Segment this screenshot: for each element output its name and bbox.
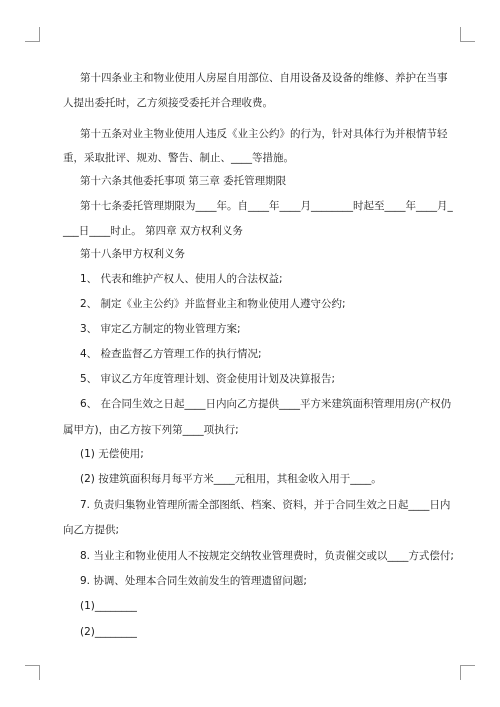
para-17-line-2: ___日____时止。 第四章 双方权利义务 bbox=[63, 225, 243, 237]
list-item-8: 8. 当业主和物业使用人不按规定交纳牧业管理费时，负责催交或以____方式偿付; bbox=[80, 550, 454, 562]
list-item-2: 2、 制定《业主公约》并监督业主和物业使用人遵守公约; bbox=[80, 298, 346, 310]
list-item-6-line-2: 属甲方)，由乙方按下列第____项执行; bbox=[63, 424, 239, 436]
para-18-heading: 第十八条甲方权利义务 bbox=[80, 248, 185, 260]
para-16: 第十六条其他委托事项 第三章 委托管理期限 bbox=[80, 175, 287, 187]
para-15-line-1: 第十五条对业主物业使用人违反《业主公约》的行为，针对具体行为并根情节轻 bbox=[80, 128, 448, 140]
list-item-1: 1、 代表和维护产权人、使用人的合法权益; bbox=[80, 273, 283, 285]
sub-item-2: (2) 按建筑面积每月每平方米____元租用，其租金收入用于____。 bbox=[80, 473, 382, 485]
list-item-6-line-1: 6、 在合同生效之日起____日内向乙方提供____平方米建筑面积管理用房(产权仍 bbox=[80, 398, 452, 410]
para-15-line-2: 重，采取批评、规劝、警告、制止、____等措施。 bbox=[63, 152, 294, 164]
blank-item-1: (1)________ bbox=[80, 600, 137, 612]
list-item-4: 4、 检查监督乙方管理工作的执行情况; bbox=[80, 348, 262, 360]
para-14-line-2: 人提出委托时，乙方须接受委托并合理收费。 bbox=[63, 97, 273, 109]
para-17-line-1: 第十七条委托管理期限为____年。自____年____月________时起至____年____月_ bbox=[80, 200, 453, 212]
sub-item-1: (1) 无偿使用; bbox=[80, 448, 144, 460]
list-item-9: 9. 协调、处理本合同生效前发生的管理遗留问题; bbox=[80, 575, 307, 587]
list-item-3: 3、 审定乙方制定的物业管理方案; bbox=[80, 323, 241, 335]
para-14-line-1: 第十四条业主和物业使用人房屋自用部位、自用设备及设备的维修、养护在当事 bbox=[80, 72, 448, 84]
blank-item-2: (2)________ bbox=[80, 626, 137, 638]
list-item-5: 5、 审议乙方年度管理计划、资金使用计划及决算报告; bbox=[80, 373, 336, 385]
list-item-7-line-1: 7. 负责归集物业管理所需全部图纸、档案、资料，并于合同生效之日起____日内 bbox=[80, 499, 451, 511]
list-item-7-line-2: 向乙方提供; bbox=[63, 524, 120, 536]
